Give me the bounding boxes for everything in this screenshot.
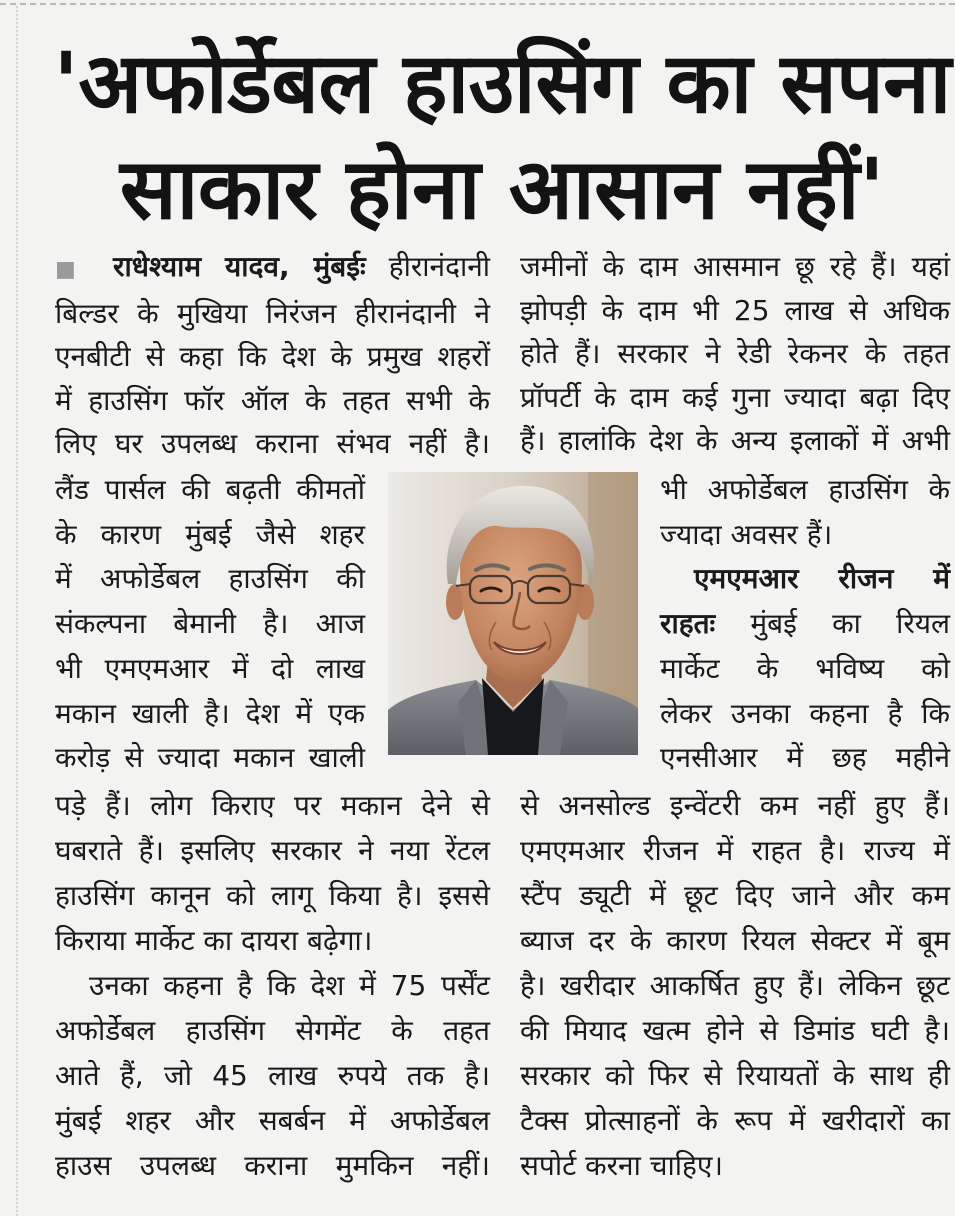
portrait-photo (388, 472, 638, 755)
text-line: सरकार को फिर से रियायतों के साथ ही (520, 1059, 950, 1092)
text-line: लैंड पार्सल की बढ़ती कीमतों (55, 473, 365, 506)
text-line: झोपड़ी के दाम भी 25 लाख से अधिक (520, 293, 950, 327)
text-line: लेकर उनका कहना है कि (660, 696, 950, 730)
text-line: भी अफोर्डेबल हाउसिंग के (660, 473, 950, 506)
text-line: अफोर्डेबल हाउसिंग सेगमेंट के तहत (55, 1014, 490, 1047)
cut-line-top (0, 3, 955, 5)
text-line-content: हीरानंदानी (388, 250, 491, 283)
text-line (660, 602, 950, 647)
portrait-image (388, 472, 638, 755)
text-line: लिए घर उपलब्ध कराना संभव नहीं है। (55, 427, 490, 460)
text-line: हाउसिंग कानून को लागू किया है। इससे (55, 879, 490, 912)
right-column-bottom (520, 783, 950, 1188)
text-line: में अफोर्डेबल हाउसिंग की (55, 562, 365, 596)
text-line: किराया मार्केट का दायरा बढ़ेगा। (55, 924, 373, 957)
text-line: सपोर्ट करना चाहिए। (520, 1149, 723, 1182)
text-line: बिल्डर के मुखिया निरंजन हीरानंदानी ने (55, 296, 490, 330)
text-line: होते हैं। सरकार ने रेडी रेकनर के तहत (520, 337, 950, 370)
text-line: ज्यादा अवसर हैं। (660, 517, 833, 551)
headline-line: साकार होना आसान नहीं' (119, 140, 885, 238)
subheading: एमएमआर रीजन में (694, 562, 950, 596)
byline: राधेश्याम यादव, मुंबईः (113, 250, 366, 283)
text-line: मार्केट के भविष्य को (660, 651, 950, 685)
text-line: एनसीआर में छह महीने (660, 741, 950, 775)
text-line: की मियाद खत्म होने से डिमांड घटी है। (520, 1014, 950, 1047)
text-line: में हाउसिंग फॉर ऑल के तहत सभी के (55, 383, 490, 417)
text-line (55, 245, 490, 292)
text-line: मुंबई शहर और सबर्बन में अफोर्डेबल (55, 1104, 490, 1137)
headline (52, 30, 952, 242)
text-line: पड़े हैं। लोग किराए पर मकान देने से (55, 789, 490, 822)
text-line: से अनसोल्ड इन्वेंटरी कम नहीं हुए हैं। (520, 789, 950, 822)
text-line: घबराते हैं। इसलिए सरकार ने नया रेंटल (55, 834, 490, 867)
text-line: ब्याज दर के कारण रियल सेक्टर में बूम (520, 924, 950, 957)
right-column-top (520, 245, 950, 463)
text-line: संकल्पना बेमानी है। आज (55, 607, 365, 641)
text-line: भी एमएमआर में दो लाख (55, 651, 365, 685)
left-column-bottom (55, 783, 490, 1188)
right-column-wrap (660, 468, 950, 781)
text-line: स्टैंप ड्यूटी में छूट दिए जाने और कम (520, 879, 950, 912)
text-line: प्रॉपर्टी के दाम कई गुना ज्यादा बढ़ा दिए (520, 380, 950, 414)
cut-line-left (16, 6, 18, 1216)
bullet-square-icon: ■ (55, 257, 90, 282)
text-line: करोड़ से ज्यादा मकान खाली (55, 741, 365, 775)
text-line: मकान खाली है। देश में एक (55, 696, 365, 730)
text-line: है। खरीदार आकर्षित हुए हैं। लेकिन छूट (520, 969, 950, 1002)
text-line: एमएमआर रीजन में राहत है। राज्य में (520, 834, 950, 867)
text-line: हैं। हालांकि देश के अन्य इलाकों में अभी (520, 424, 950, 457)
headline-line: 'अफोर्डेबल हाउसिंग का सपना (53, 34, 951, 132)
text-line: के कारण मुंबई जैसे शहर (55, 517, 365, 551)
text-line: हाउस उपलब्ध कराना मुमकिन नहीं। (55, 1149, 490, 1182)
text-line: टैक्स प्रोत्साहनों के रूप में खरीदारों का (520, 1104, 950, 1137)
left-column-top (55, 245, 490, 466)
text-line: जमीनों के दाम आसमान छू रहे हैं। यहां (520, 250, 950, 283)
text-line: उनका कहना है कि देश में 75 पर्सेंट (89, 969, 490, 1002)
left-column-wrap (55, 468, 365, 781)
text-line: आते हैं, जो 45 लाख रुपये तक है। (55, 1059, 490, 1092)
text-line-content: मुंबई का रियल (750, 607, 951, 641)
subheading: राहतः (660, 607, 716, 641)
text-line: एनबीटी से कहा कि देश के प्रमुख शहरों (55, 340, 490, 373)
